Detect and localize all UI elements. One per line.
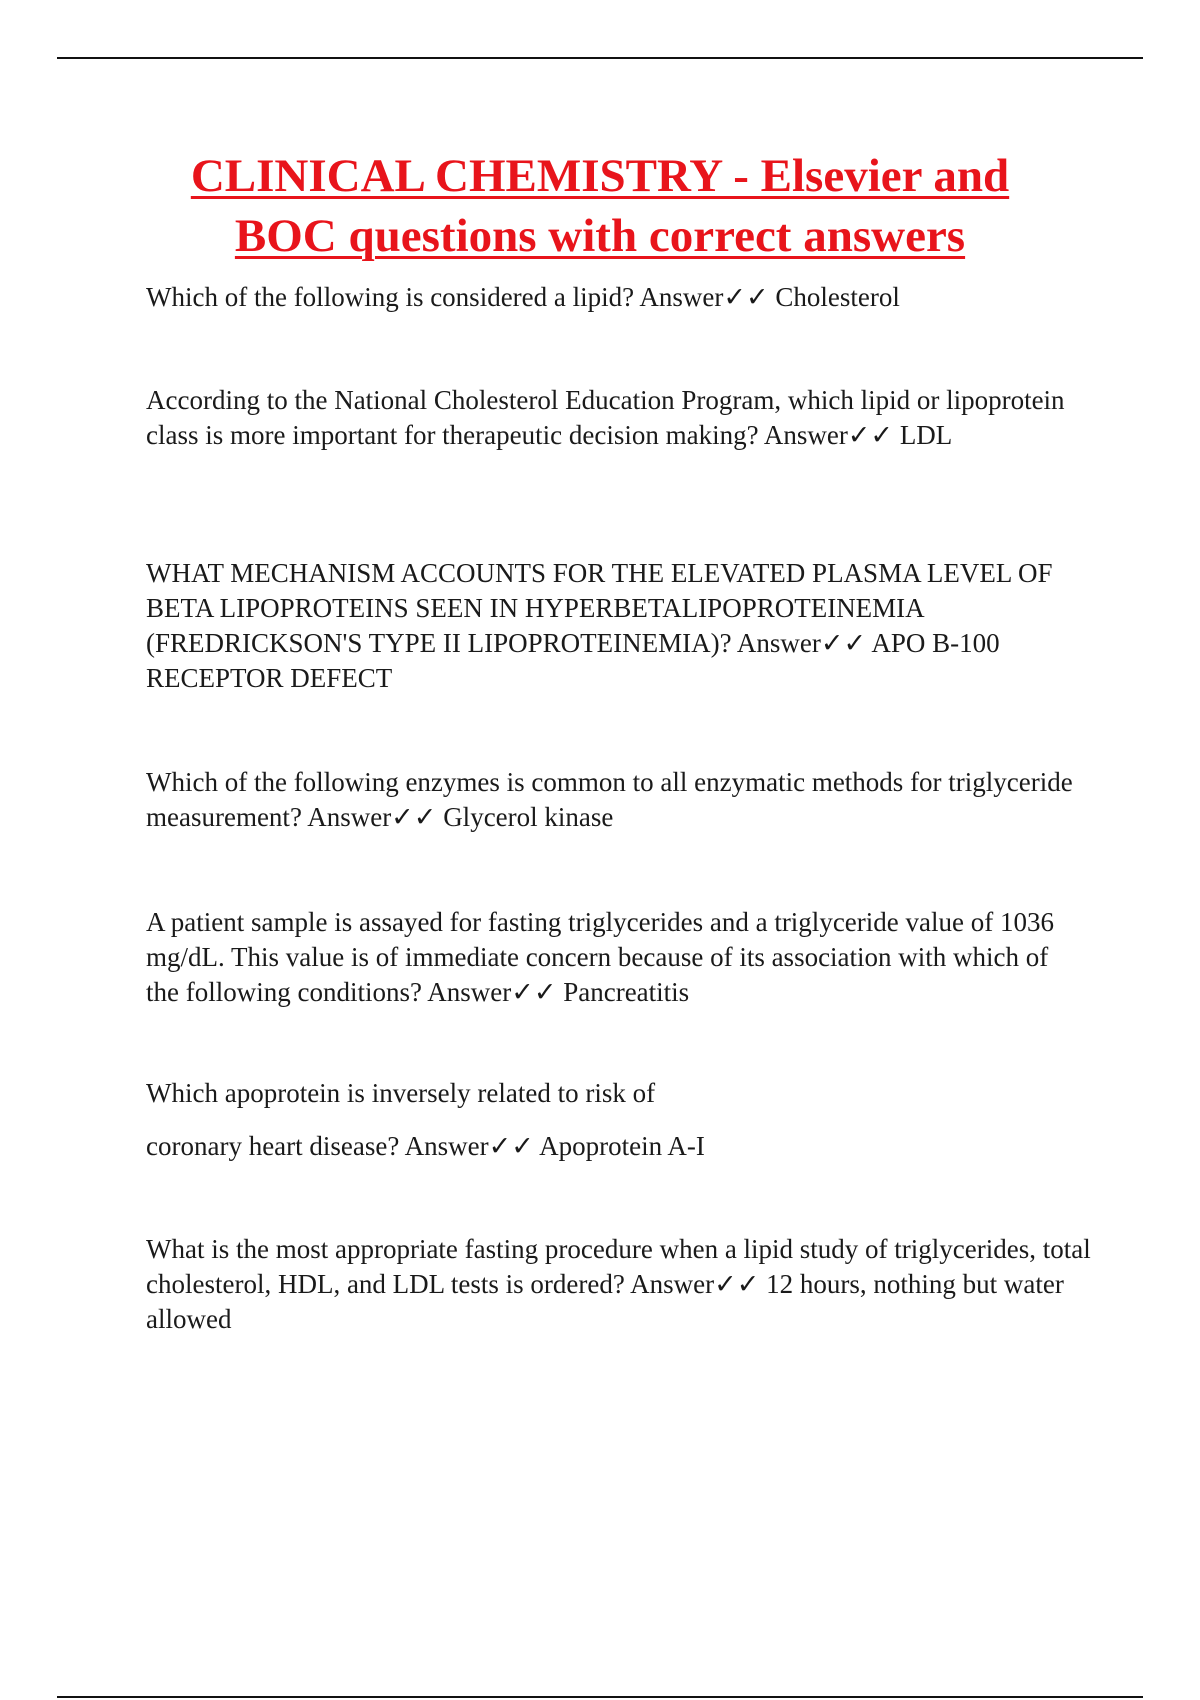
answer-text: Apoprotein A-I [539, 1131, 705, 1161]
bottom-rule [57, 1696, 1143, 1698]
question-text: WHAT MECHANISM ACCOUNTS FOR THE ELEVATED PLASMA LEVEL OF BETA LIPOPROTEINS SEEN IN HYPERBETALIPOPROTEINEMIA (FREDRICKSON'S TYPE II LIPOPROTEINEMIA)? [146, 558, 1053, 658]
answer-marker: Answer✓✓ [763, 420, 894, 450]
qa-item-2 [146, 383, 1086, 453]
top-rule [57, 57, 1143, 59]
answer-text: 12 hours, nothing but water allowed [146, 1269, 1064, 1334]
answer-marker: Answer✓✓ [630, 1269, 760, 1299]
document-title [100, 146, 1100, 266]
answer-marker: Answer✓✓ [639, 282, 769, 312]
answer-text: Cholesterol [775, 282, 900, 312]
answer-text: APO B-100 RECEPTOR DEFECT [146, 628, 1000, 693]
qa-item-7 [146, 1232, 1096, 1337]
question-text: What is the most appropriate fasting procedure when a lipid study of triglycerides, total cholesterol, HDL, and LDL tests is ordered? [146, 1234, 1091, 1299]
answer-marker: Answer✓✓ [404, 1131, 534, 1161]
qa-item-4 [146, 765, 1086, 835]
question-text: Which of the following is considered a lipid? [146, 282, 635, 312]
qa-item-6 [146, 1067, 706, 1173]
question-text: A patient sample is assayed for fasting triglycerides and a triglyceride value of 1036 mg/dL. This value is of immediate concern because of its association with which of the following conditions? [146, 907, 1054, 1007]
qa-item-3 [146, 556, 1086, 696]
answer-marker: Answer✓✓ [736, 628, 867, 658]
question-text: Which of the following enzymes is common to all enzymatic methods for triglyceride measurement? [146, 767, 1073, 832]
answer-text: LDL [899, 420, 953, 450]
answer-text: Pancreatitis [563, 977, 690, 1007]
question-text: Which apoprotein is inversely related to risk of coronary heart disease? [146, 1078, 656, 1161]
qa-item-5 [146, 905, 1086, 1010]
question-text: According to the National Cholesterol Education Program, which lipid or lipoprotein class is more important for therapeutic decision making? [146, 385, 1065, 450]
qa-item-1 [146, 280, 1086, 315]
title-line-1: CLINICAL CHEMISTRY - Elsevier and [190, 150, 1010, 202]
answer-marker: Answer✓✓ [427, 977, 557, 1007]
answer-marker: Answer✓✓ [307, 802, 437, 832]
title-line-2: BOC questions with correct answers [234, 210, 966, 262]
answer-text: Glycerol kinase [443, 802, 614, 832]
